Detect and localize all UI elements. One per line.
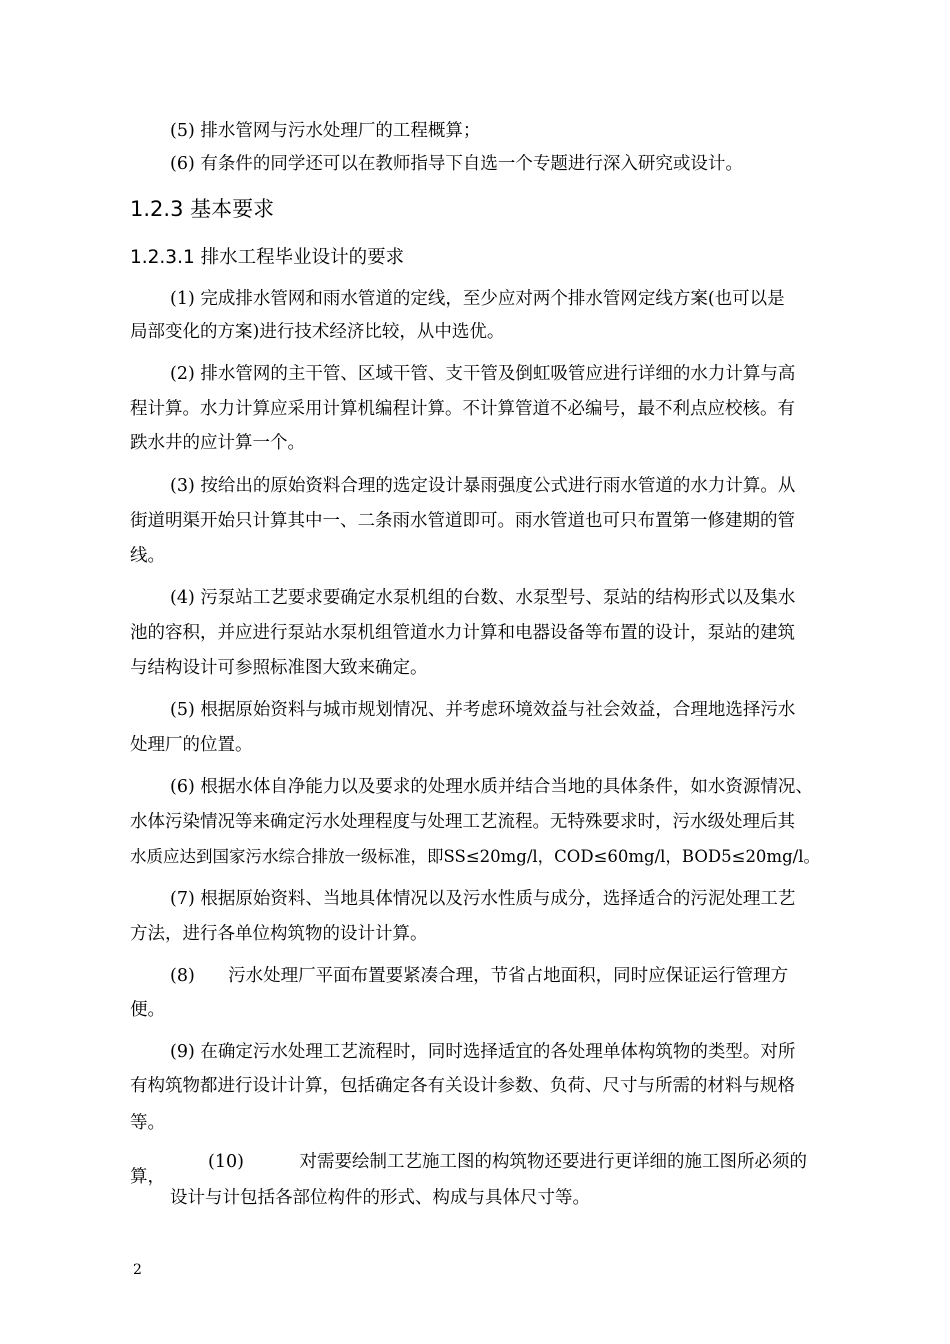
paragraph-line: 局部变化的方案)进行技术经济比较，从中选优。 xyxy=(130,322,505,342)
paragraph-line: 方法，进行各单位构筑物的设计计算。 xyxy=(130,924,428,944)
list-item: (6) 有条件的同学还可以在教师指导下自选一个专题进行深入研究或设计。 xyxy=(170,154,743,174)
section-heading: 1.2.3 基本要求 xyxy=(130,197,275,221)
paragraph-line: 水质应达到国家污水综合排放一级标准，即SS≤20mg/l，COD≤60mg/l，BOD5≤20mg/l。 xyxy=(130,847,820,866)
paragraph-line: 池的容积，并应进行泵站水泵机组管道水力计算和电器设备等布置的设计，泵站的建筑 xyxy=(130,623,795,643)
paragraph-line: 设计与计包括各部位构件的形式、构成与具体尺寸等。 xyxy=(170,1188,590,1208)
list-item: (5) 排水管网与污水处理厂的工程概算； xyxy=(170,121,481,141)
paragraph-line: (5) 根据原始资料与城市规划情况、并考虑环境效益与社会效益，合理地选择污水 xyxy=(170,700,796,720)
paragraph-line: 跌水井的应计算一个。 xyxy=(130,433,305,453)
paragraph-line: (10) 对需要绘制工艺施工图的构筑物还要进行更详细的施工图所必须的 xyxy=(208,1152,808,1172)
paragraph-line: 程计算。水力计算应采用计算机编程计算。不计算管道不必编号，最不利点应校核。有 xyxy=(130,399,795,419)
page-number: 2 xyxy=(133,1262,142,1278)
paragraph-line: 处理厂的位置。 xyxy=(130,735,253,755)
paragraph-line: 算， xyxy=(130,1167,165,1187)
paragraph-line: (6) 根据水体自净能力以及要求的处理水质并结合当地的具体条件，如水资源情况、 xyxy=(170,777,813,797)
paragraph-line: 等。 xyxy=(130,1113,165,1133)
paragraph-line: (4) 污泵站工艺要求要确定水泵机组的台数、水泵型号、泵站的结构形式以及集水 xyxy=(170,588,796,608)
paragraph-line: 街道明渠开始只计算其中一、二条雨水管道即可。雨水管道也可只布置第一修建期的管 xyxy=(130,511,795,531)
paragraph-line: 便。 xyxy=(130,1000,165,1020)
paragraph-line: (7) 根据原始资料、当地具体情况以及污水性质与成分，选择适合的污泥处理工艺 xyxy=(170,889,796,909)
paragraph-line: 水体污染情况等来确定污水处理程度与处理工艺流程。无特殊要求时，污水级处理后其 xyxy=(130,812,795,832)
paragraph-line: 与结构设计可参照标准图大致来确定。 xyxy=(130,658,428,678)
paragraph-line: (9) 在确定污水处理工艺流程时，同时选择适宜的各处理单体构筑物的类型。对所 xyxy=(170,1042,796,1062)
paragraph-line: 有构筑物都进行设计计算，包括确定各有关设计参数、负荷、尺寸与所需的材料与规格 xyxy=(130,1076,795,1096)
subsection-heading: 1.2.3.1 排水工程毕业设计的要求 xyxy=(130,247,405,268)
paragraph-line: 线。 xyxy=(130,546,165,566)
paragraph-line: (2) 排水管网的主干管、区域干管、支干管及倒虹吸管应进行详细的水力计算与高 xyxy=(170,364,796,384)
paragraph-line: (3) 按给出的原始资料合理的选定设计暴雨强度公式进行雨水管道的水力计算。从 xyxy=(170,476,796,496)
paragraph-line: (8) 污水处理厂平面布置要紧凑合理，节省占地面积，同时应保证运行管理方 xyxy=(170,966,789,986)
paragraph-line: (1) 完成排水管网和雨水管道的定线，至少应对两个排水管网定线方案(也可以是 xyxy=(170,289,785,309)
